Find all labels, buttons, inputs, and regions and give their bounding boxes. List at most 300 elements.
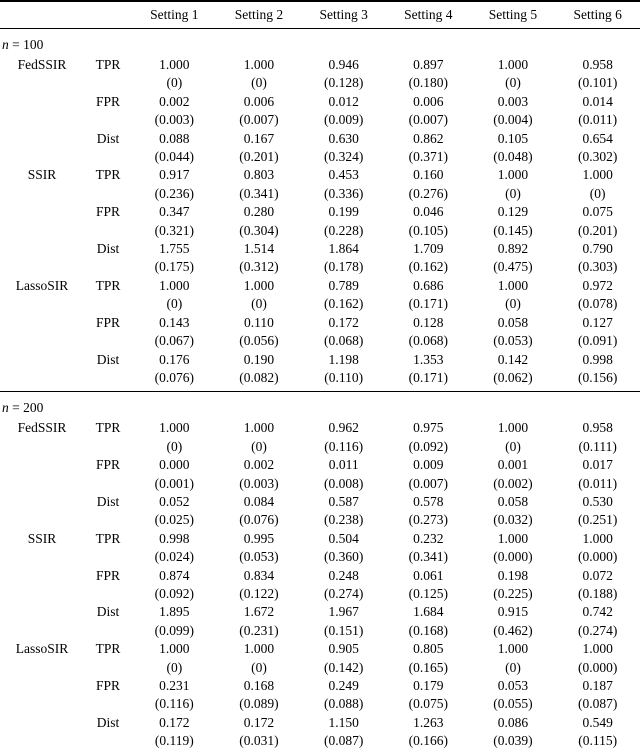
se-cell: (0.341): [239, 185, 279, 201]
empty-cell: [84, 585, 132, 603]
empty-cell: [0, 695, 84, 713]
empty-cell: [0, 732, 84, 753]
empty-cell: [84, 511, 132, 529]
value-cell: 0.058: [497, 493, 529, 509]
se-cell: (0.303): [577, 259, 618, 275]
empty-cell: [84, 659, 132, 677]
value-cell: 0.002: [243, 457, 275, 473]
value-cell: 1.672: [243, 604, 275, 620]
empty-cell: [84, 74, 132, 92]
empty-cell: [0, 585, 84, 603]
se-cell: (0.116): [154, 696, 194, 712]
value-cell: 1.000: [497, 167, 529, 183]
se-cell: (0.003): [239, 475, 279, 491]
metric-name: TPR: [95, 530, 121, 546]
value-row: [0, 56, 640, 74]
se-cell: (0.302): [577, 149, 618, 165]
value-cell: 0.915: [497, 604, 529, 620]
value-cell: 0.000: [159, 457, 190, 473]
se-cell: (0): [166, 438, 183, 454]
se-cell: (0.142): [323, 659, 364, 675]
se-cell: (0.053): [493, 333, 533, 349]
value-cell: 0.805: [413, 641, 444, 657]
se-cell: (0.180): [408, 75, 448, 91]
value-cell: 1.967: [328, 604, 359, 620]
value-cell: 0.972: [582, 277, 613, 293]
se-cell: (0.175): [154, 259, 195, 275]
metric-name: Dist: [96, 241, 120, 257]
se-cell: (0): [251, 296, 267, 312]
se-cell: (0): [505, 296, 521, 312]
value-cell: 0.002: [159, 93, 190, 109]
se-cell: (0.462): [493, 622, 533, 638]
se-cell: (0.101): [577, 75, 618, 91]
value-cell: 0.086: [497, 714, 529, 730]
value-cell: 0.280: [243, 204, 275, 220]
empty-cell: [84, 438, 132, 456]
value-cell: 0.199: [328, 204, 359, 220]
value-cell: 0.892: [497, 241, 529, 257]
value-cell: 0.917: [159, 167, 190, 183]
value-cell: 0.995: [243, 530, 275, 546]
header-setting-1: Setting 1: [132, 1, 217, 29]
value-cell: 1.000: [497, 530, 529, 546]
se-cell: (0.076): [154, 369, 195, 385]
se-cell: (0.201): [577, 222, 618, 238]
value-cell: 0.248: [328, 567, 359, 583]
se-cell: (0.082): [239, 369, 279, 385]
value-cell: 0.012: [328, 93, 359, 109]
se-cell: (0.304): [239, 222, 279, 238]
se-cell: (0): [505, 659, 521, 675]
empty-cell: [84, 548, 132, 566]
se-cell: (0): [166, 659, 183, 675]
value-cell: 0.176: [159, 351, 190, 367]
se-cell: (0.274): [577, 622, 618, 638]
value-cell: 0.630: [328, 130, 359, 146]
empty-cell: [84, 695, 132, 713]
se-cell: (0.115): [578, 733, 618, 749]
header-setting-3: Setting 3: [301, 1, 386, 29]
value-cell: 0.789: [328, 277, 359, 293]
value-cell: 1.353: [413, 351, 444, 367]
value-cell: 0.084: [243, 493, 275, 509]
se-cell: (0.024): [154, 549, 195, 565]
value-cell: 1.000: [497, 57, 529, 72]
se-row: [0, 222, 640, 240]
se-cell: (0.031): [239, 733, 279, 749]
se-cell: (0.162): [408, 259, 448, 275]
value-cell: 1.000: [582, 167, 613, 183]
value-cell: 0.958: [582, 420, 613, 436]
se-cell: (0.105): [408, 222, 448, 238]
se-cell: (0.274): [323, 585, 364, 601]
value-row: [0, 603, 640, 621]
value-cell: 0.053: [497, 678, 529, 693]
value-row: [0, 166, 640, 184]
value-cell: 0.011: [328, 457, 359, 473]
se-cell: (0.360): [323, 549, 364, 565]
method-name: [0, 603, 84, 621]
value-cell: 1.755: [159, 241, 190, 257]
method-name: FedSSIR: [17, 57, 67, 72]
value-cell: 0.172: [159, 714, 190, 730]
value-cell: 0.046: [413, 204, 444, 220]
se-cell: (0.341): [408, 549, 448, 565]
se-cell: (0.000): [577, 549, 618, 565]
se-cell: (0.068): [408, 333, 448, 349]
se-cell: (0.156): [577, 369, 618, 385]
value-cell: 0.834: [243, 567, 275, 583]
method-name: SSIR: [27, 167, 57, 183]
method-name: SSIR: [27, 530, 57, 546]
empty-cell: [84, 258, 132, 276]
value-cell: 0.231: [159, 678, 190, 693]
value-row: [0, 314, 640, 332]
value-cell: 0.179: [413, 678, 444, 693]
se-cell: (0.166): [408, 733, 448, 749]
se-cell: (0.151): [323, 622, 364, 638]
method-name: [0, 314, 84, 332]
value-cell: 0.172: [328, 314, 359, 330]
se-row: [0, 585, 640, 603]
se-row: [0, 369, 640, 392]
value-cell: 1.198: [328, 351, 359, 367]
se-cell: (0): [166, 296, 183, 312]
value-cell: 0.006: [243, 93, 275, 109]
se-cell: (0.004): [493, 112, 533, 128]
metric-name: TPR: [95, 57, 121, 72]
value-cell: 0.803: [243, 167, 275, 183]
se-cell: (0.076): [239, 512, 279, 528]
se-cell: (0.165): [408, 659, 448, 675]
metric-name: Dist: [96, 351, 120, 367]
empty-cell: [84, 622, 132, 640]
value-cell: 1.000: [159, 57, 190, 72]
value-cell: 1.000: [159, 641, 190, 657]
section-var: n: [2, 400, 9, 416]
value-cell: 1.000: [243, 420, 275, 436]
se-cell: (0.276): [408, 185, 448, 201]
method-name: LassoSIR: [15, 277, 69, 293]
se-cell: (0.087): [577, 696, 618, 712]
method-name: FedSSIR: [17, 420, 67, 436]
value-cell: 0.075: [582, 204, 613, 220]
value-cell: 0.143: [159, 314, 190, 330]
se-row: [0, 111, 640, 129]
value-cell: 1.263: [413, 714, 444, 730]
se-row: [0, 548, 640, 566]
value-cell: 0.129: [497, 204, 529, 220]
value-cell: 0.167: [243, 130, 275, 146]
metric-name: TPR: [95, 420, 121, 436]
empty-cell: [84, 475, 132, 493]
value-cell: 1.000: [159, 420, 190, 436]
se-row: [0, 475, 640, 493]
se-cell: (0): [251, 75, 267, 91]
value-cell: 1.000: [497, 277, 529, 293]
value-cell: 1.000: [159, 277, 190, 293]
se-cell: (0.099): [154, 622, 195, 638]
se-cell: (0.145): [493, 222, 533, 238]
se-cell: (0.228): [323, 222, 364, 238]
method-name: [0, 203, 84, 221]
se-row: [0, 511, 640, 529]
value-cell: 0.003: [497, 93, 529, 109]
se-cell: (0.111): [578, 438, 617, 454]
value-cell: 0.862: [413, 130, 444, 146]
se-cell: (0.116): [324, 438, 364, 454]
value-cell: 0.105: [497, 130, 529, 146]
value-row: [0, 93, 640, 111]
se-cell: (0.011): [578, 475, 618, 491]
se-cell: (0.092): [408, 438, 448, 454]
value-cell: 1.000: [582, 641, 613, 657]
value-cell: 1.000: [582, 530, 613, 546]
section-var: n: [2, 37, 9, 52]
value-cell: 0.198: [497, 567, 529, 583]
value-cell: 0.058: [497, 314, 529, 330]
header-row: [0, 1, 640, 29]
se-cell: (0): [251, 659, 267, 675]
se-cell: (0.162): [323, 296, 364, 312]
value-cell: 0.578: [413, 493, 444, 509]
se-row: [0, 258, 640, 276]
empty-cell: [84, 222, 132, 240]
method-name: [0, 456, 84, 474]
value-cell: 0.190: [243, 351, 275, 367]
empty-cell: [0, 295, 84, 313]
value-cell: 0.998: [159, 530, 190, 546]
empty-cell: [84, 111, 132, 129]
se-cell: (0.238): [323, 512, 364, 528]
se-cell: (0.336): [323, 185, 364, 201]
se-cell: (0.000): [577, 659, 618, 675]
header-empty-metric: [84, 1, 132, 29]
se-cell: (0.044): [154, 149, 195, 165]
se-row: [0, 622, 640, 640]
se-row: [0, 332, 640, 350]
value-cell: 1.150: [328, 714, 359, 730]
value-cell: 1.864: [328, 241, 359, 257]
se-cell: (0.048): [493, 149, 533, 165]
se-cell: (0.032): [493, 512, 533, 528]
empty-cell: [0, 622, 84, 640]
metric-name: TPR: [95, 277, 121, 293]
se-cell: (0.009): [323, 112, 364, 128]
se-cell: (0.312): [239, 259, 279, 275]
metric-name: FPR: [95, 314, 121, 330]
value-row: [0, 640, 640, 658]
se-cell: (0.002): [493, 475, 533, 491]
section-label-row: [0, 29, 640, 57]
method-name: [0, 240, 84, 258]
se-row: [0, 148, 640, 166]
value-cell: 1.514: [243, 241, 275, 257]
empty-cell: [84, 732, 132, 753]
metric-name: Dist: [96, 130, 120, 146]
value-cell: 1.709: [413, 241, 444, 257]
metric-name: Dist: [96, 493, 120, 509]
value-cell: 0.072: [582, 567, 613, 583]
header-setting-4: Setting 4: [386, 1, 471, 29]
se-cell: (0.007): [408, 112, 448, 128]
value-cell: 1.000: [497, 420, 529, 436]
value-cell: 0.998: [582, 351, 613, 367]
se-cell: (0.231): [239, 622, 279, 638]
se-cell: (0): [505, 438, 521, 454]
value-cell: 0.142: [497, 351, 529, 367]
empty-cell: [0, 659, 84, 677]
value-cell: 0.127: [582, 314, 613, 330]
se-cell: (0.168): [408, 622, 448, 638]
value-cell: 0.160: [413, 167, 444, 183]
value-cell: 1.000: [243, 277, 275, 293]
value-cell: 0.790: [582, 241, 613, 257]
table-body: [0, 29, 640, 753]
empty-cell: [0, 438, 84, 456]
se-cell: (0.201): [239, 149, 279, 165]
method-name: LassoSIR: [15, 641, 69, 657]
section-label: n = 200: [0, 392, 640, 420]
empty-cell: [0, 475, 84, 493]
se-cell: (0.125): [408, 585, 448, 601]
metric-name: Dist: [96, 604, 120, 620]
value-row: [0, 130, 640, 148]
se-cell: (0): [505, 75, 521, 91]
method-name: [0, 677, 84, 695]
header-setting-5: Setting 5: [471, 1, 556, 29]
value-cell: 0.905: [328, 641, 359, 657]
se-cell: (0): [589, 185, 606, 201]
value-cell: 0.946: [328, 57, 359, 72]
se-cell: (0.039): [493, 733, 533, 749]
value-cell: 0.587: [328, 493, 359, 509]
empty-cell: [0, 369, 84, 392]
empty-cell: [0, 74, 84, 92]
header-setting-6: Setting 6: [555, 1, 640, 29]
se-cell: (0.088): [323, 696, 364, 712]
se-row: [0, 295, 640, 313]
se-cell: (0.475): [493, 259, 533, 275]
se-cell: (0.075): [408, 696, 448, 712]
section-label-row: [0, 392, 640, 420]
metric-name: TPR: [95, 641, 121, 657]
se-cell: (0.007): [239, 112, 279, 128]
se-cell: (0.171): [408, 369, 448, 385]
value-cell: 0.017: [582, 457, 613, 473]
metric-name: FPR: [95, 93, 121, 109]
se-cell: (0.119): [154, 733, 194, 749]
se-cell: (0.067): [154, 333, 195, 349]
empty-cell: [84, 295, 132, 313]
metric-name: TPR: [95, 167, 121, 183]
se-cell: (0.225): [493, 585, 533, 601]
value-cell: 0.453: [328, 167, 359, 183]
value-cell: 0.874: [159, 567, 190, 583]
value-cell: 1.684: [413, 604, 444, 620]
se-cell: (0): [166, 75, 183, 91]
value-row: [0, 493, 640, 511]
header-empty-method: [0, 1, 84, 29]
table-header: [0, 1, 640, 29]
empty-cell: [0, 511, 84, 529]
se-cell: (0.001): [154, 475, 195, 491]
se-cell: (0.007): [408, 475, 448, 491]
empty-cell: [84, 332, 132, 350]
value-row: [0, 714, 640, 732]
value-row: [0, 677, 640, 695]
value-cell: 0.897: [413, 57, 444, 72]
empty-cell: [84, 185, 132, 203]
value-cell: 0.088: [159, 130, 190, 146]
value-row: [0, 419, 640, 437]
se-cell: (0.000): [493, 549, 533, 565]
value-cell: 0.187: [582, 678, 613, 693]
value-cell: 0.962: [328, 420, 359, 436]
se-cell: (0.273): [408, 512, 448, 528]
se-cell: (0.008): [323, 475, 364, 491]
value-cell: 0.347: [159, 204, 190, 220]
method-name: [0, 567, 84, 585]
se-cell: (0.056): [239, 333, 279, 349]
se-cell: (0.053): [239, 549, 279, 565]
se-cell: (0.003): [154, 112, 195, 128]
value-cell: 0.061: [413, 567, 444, 583]
se-cell: (0.110): [324, 369, 364, 385]
se-cell: (0.128): [323, 75, 364, 91]
value-cell: 0.249: [328, 678, 359, 693]
value-cell: 0.975: [413, 420, 444, 436]
value-cell: 0.654: [582, 130, 613, 146]
method-name: [0, 93, 84, 111]
method-name: [0, 493, 84, 511]
value-row: [0, 277, 640, 295]
value-cell: 0.168: [243, 678, 275, 693]
se-cell: (0.087): [323, 733, 364, 749]
se-row: [0, 732, 640, 753]
se-cell: (0.089): [239, 696, 279, 712]
value-cell: 0.172: [243, 714, 275, 730]
value-row: [0, 351, 640, 369]
empty-cell: [0, 148, 84, 166]
value-cell: 0.530: [582, 493, 613, 509]
value-cell: 0.014: [582, 93, 613, 109]
se-cell: (0.011): [578, 112, 618, 128]
se-cell: (0.236): [154, 185, 195, 201]
se-cell: (0.321): [154, 222, 195, 238]
value-cell: 0.128: [413, 314, 444, 330]
se-cell: (0): [251, 438, 267, 454]
value-cell: 0.009: [413, 457, 444, 473]
value-row: [0, 567, 640, 585]
metric-name: FPR: [95, 567, 121, 583]
se-cell: (0.062): [493, 369, 533, 385]
empty-cell: [0, 258, 84, 276]
se-row: [0, 74, 640, 92]
value-cell: 0.052: [159, 493, 190, 509]
se-cell: (0.324): [323, 149, 364, 165]
value-cell: 1.000: [497, 641, 529, 657]
value-cell: 1.000: [243, 57, 275, 72]
value-row: [0, 240, 640, 258]
method-name: [0, 130, 84, 148]
value-cell: 1.895: [159, 604, 190, 620]
metric-name: Dist: [96, 714, 120, 730]
se-cell: (0.078): [577, 296, 618, 312]
empty-cell: [0, 332, 84, 350]
empty-cell: [0, 111, 84, 129]
